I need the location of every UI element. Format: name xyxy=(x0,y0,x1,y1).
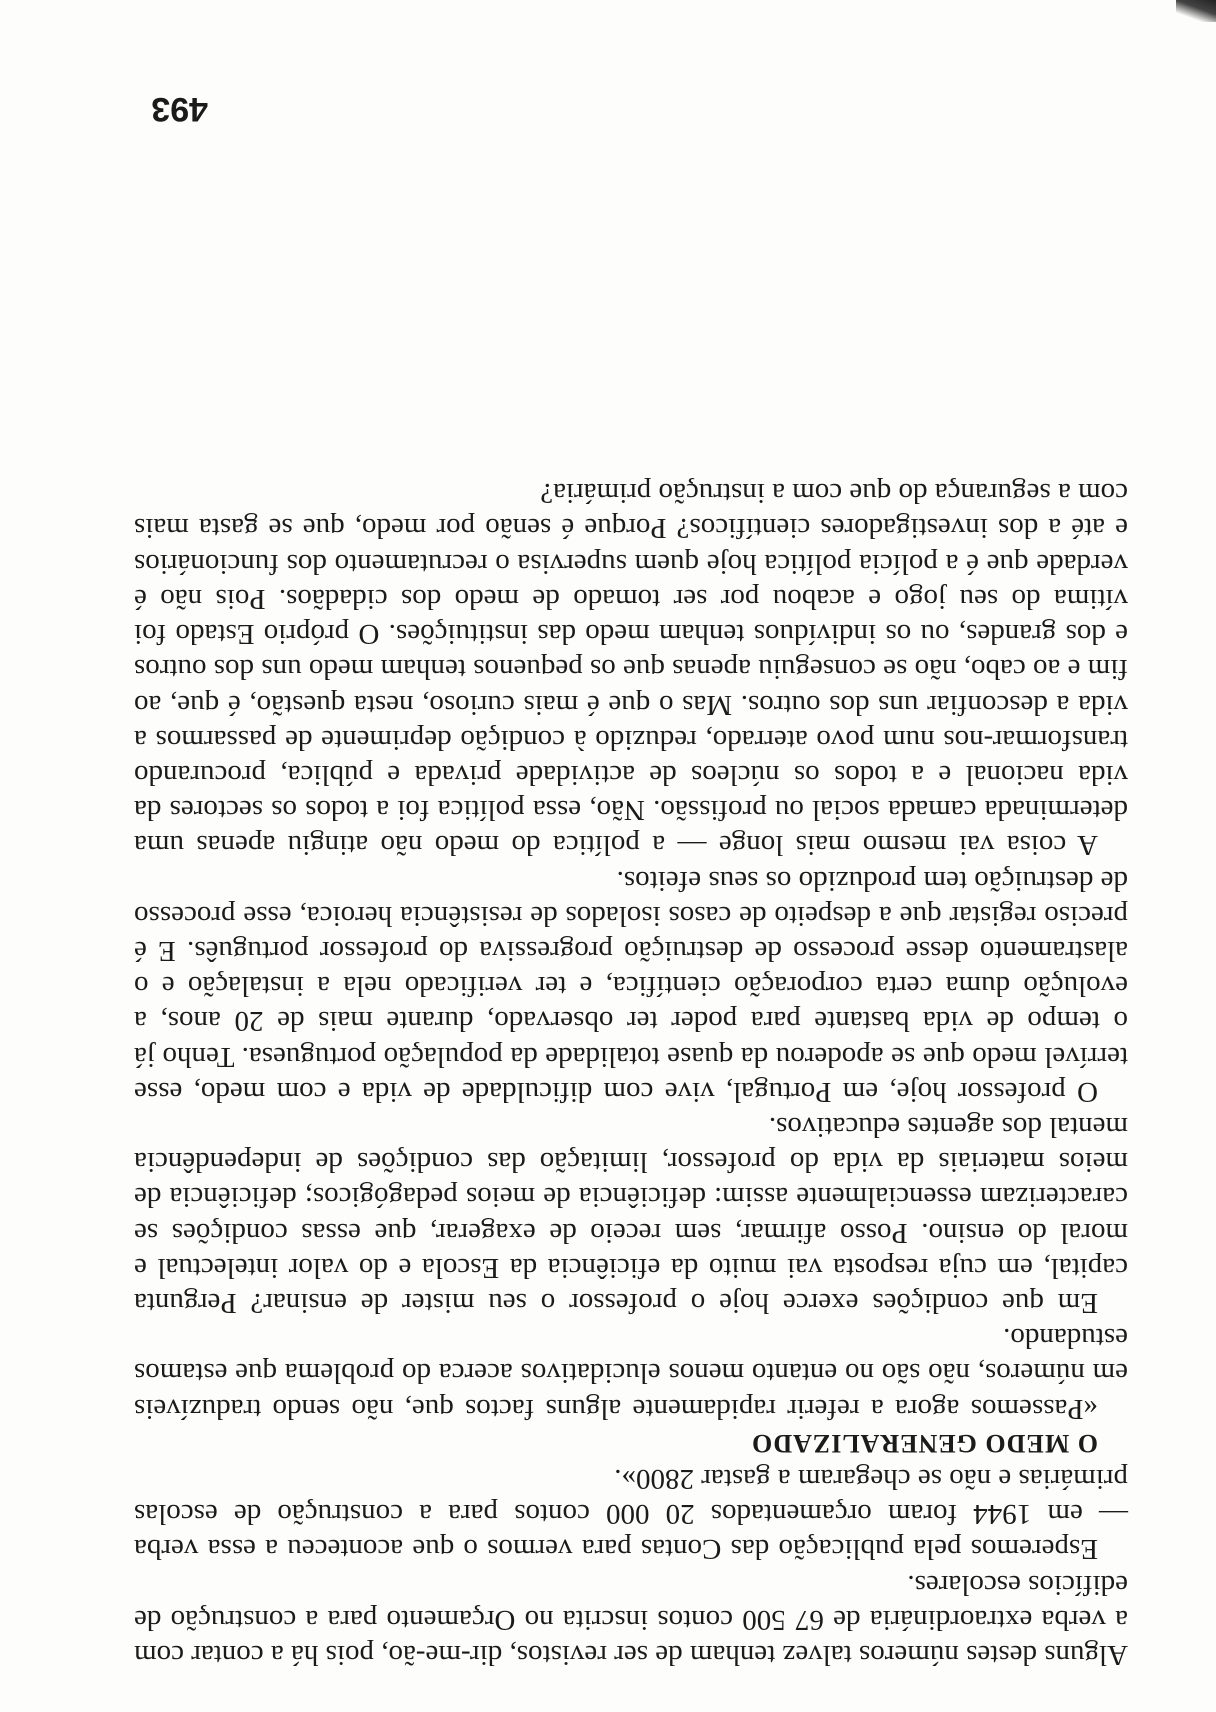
paragraph-3: «Passemos agora a referir rapidamente alguns factos que, não sendo traduzíveis em números, não são no entanto menos elucidativos acerca do problema que estamos estudando. xyxy=(134,1322,1128,1425)
paragraph-1: Alguns destes números talvez tenham de ser revistos, dir-me-ão, pois há a contar com a verba extraordinária de 67 500 contos inscrita no Orçamento para a construção de edifícios escolares. xyxy=(134,1568,1128,1671)
paragraph-5: O professor hoje, em Portugal, vive com dificuldade de vida e com medo, esse terrível medo que se apoderou da quase totalidade da população portuguesa. Tenho já o tempo de vida bastante para poder ter observado, durante mais de 20 anos, a evolução duma certa corporação científica, e ter verificado nela a instalação e o alastramento desse processo de destruição progressiva do professor português. E é preciso registar que a despeito de casos isolados de resistência heroica, esse processo de destruição tem produzido os seus efeitos. xyxy=(134,864,1128,1108)
section-heading: O MEDO GENERALIZADO xyxy=(751,1428,1098,1458)
page-number: 493 xyxy=(151,90,208,128)
body-text xyxy=(134,475,1128,1672)
paragraph-2: Esperemos pela publicação das Contas para vermos o que aconteceu a essa verba — em 1944 foram orçamentados 20 000 contos para a construção de escolas primárias e não se chegaram a gastar 2800». xyxy=(134,1462,1128,1566)
paragraph-6: A coisa vai mesmo mais longe — a política do medo não atingiu apenas uma determinada camada social ou profissão. Não, essa política foi a todos os sectores da vida nacional e a todos os núcleos de actividade privada e pública, procurando transformar-nos num povo aterrado, reduzido à condição deprimente de passarmos a vida a desconfiar uns dos outros. Mas o que é mais curioso, nesta questão, é que, ao fim e ao cabo, não se conseguiu apenas que os pequenos tenham medo uns dos outros e dos grandes, ou os indivíduos tenham medo das instituições. O próprio Estado foi vítima do seu jogo e acabou por ser tomado de medo dos cidadãos. Pois não é verdade que é a polícia política hoje quem supervisa o recrutamento dos funcionários e até a dos investigadores científicos? Porque é senão por medo, que se gasta mais com a segurança do que com a instrução primária? xyxy=(134,477,1128,862)
paragraph-4: Em que condições exerce hoje o professor o seu mister de ensinar? Pergunta capital, em cuja resposta vai muito da eficiência da Escola e do valor intelectual e moral do ensino. Posso afirmar, sem receio de exagerar, que essas condições se caracterizam essencialmente assim: deficiência de meios pedagógicos; deficiência de meios materiais da vida do professor, limitação das condições de independência mental dos agentes educativos. xyxy=(134,1110,1128,1319)
